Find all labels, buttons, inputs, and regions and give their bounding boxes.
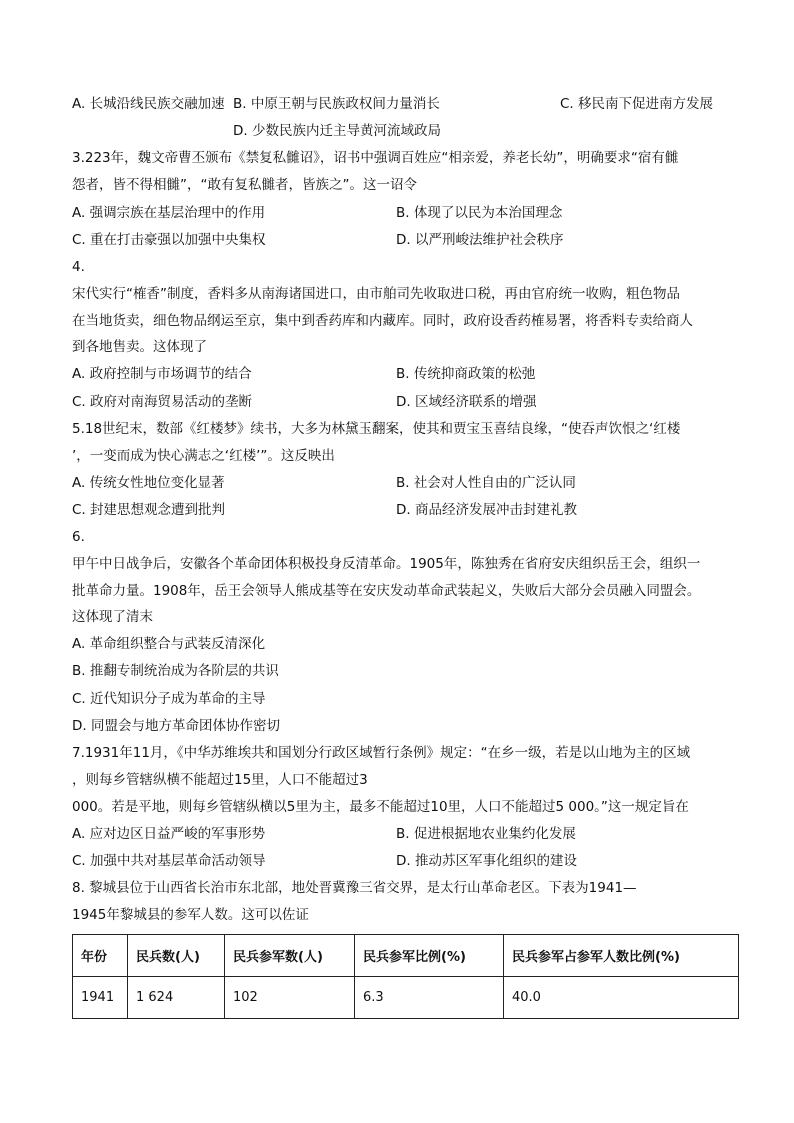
q4-stem-line-3: 到各地售卖。这体现了 <box>72 339 207 355</box>
q6-stem-line-3: 这体现了清末 <box>72 609 153 625</box>
table-header-year: 年份 <box>73 935 128 977</box>
q3-stem-line-2: 怨者，皆不得相雠”，“敢有复私雠者，皆族之”。这一诏令 <box>72 177 417 193</box>
q6-number: 6. <box>72 529 85 545</box>
q5-stem-line-1: 5.18世纪末，数部《红楼梦》续书，大多为林黛玉翻案，使其和贾宝玉喜结良缘，“使吞声饮恨之‘红楼 <box>72 421 681 437</box>
q5-option-b: B. 社会对人性自由的广泛认同 <box>396 475 576 491</box>
table-header-militia-enlisted: 民兵参军数(人) <box>225 935 355 977</box>
q2-option-d: D. 少数民族内迁主导黄河流域政局 <box>233 123 441 139</box>
table-header-militia-share: 民兵参军占参军人数比例(%) <box>504 935 739 977</box>
q8-stem-line-2: 1945年黎城县的参军人数。这可以佐证 <box>72 907 309 923</box>
q6-option-b: B. 推翻专制统治成为各阶层的共识 <box>72 663 279 679</box>
q4-number: 4. <box>72 259 85 275</box>
q5-stem-line-2: ’，一变而成为快心满志之‘红楼’”。这反映出 <box>72 448 335 464</box>
q3-option-b: B. 体现了以民为本治国理念 <box>396 205 563 221</box>
q7-option-a: A. 应对边区日益严峻的军事形势 <box>72 826 266 842</box>
q6-option-a: A. 革命组织整合与武装反清深化 <box>72 636 266 652</box>
q6-stem-line-2: 批革命力量。1908年，岳王会领导人熊成基等在安庆发动革命武装起义，失败后大部分会员融入同盟会。 <box>72 583 701 599</box>
q4-option-b: B. 传统抑商政策的松弛 <box>396 366 536 382</box>
q6-option-c: C. 近代知识分子成为革命的主导 <box>72 691 266 707</box>
table-row <box>73 977 739 1019</box>
q6-option-d: D. 同盟会与地方革命团体协作密切 <box>72 718 280 734</box>
table-cell-year: 1941 <box>73 977 128 1019</box>
table-cell-militia-ratio: 6.3 <box>355 977 504 1019</box>
q4-stem-line-1: 宋代实行“榷香”制度，香料多从南海诸国进口，由市舶司先收取进口税，再由官府统一收购，粗色物品 <box>72 286 680 302</box>
q4-option-c: C. 政府对南海贸易活动的垄断 <box>72 394 253 410</box>
q4-stem-line-2: 在当地货卖，细色物品纲运至京，集中到香药库和内藏库。同时，政府设香药榷易署，将香料专卖给商人 <box>72 313 693 329</box>
q2-option-c: C. 移民南下促进南方发展 <box>560 96 714 112</box>
q5-option-a: A. 传统女性地位变化显著 <box>72 475 225 491</box>
q7-stem-line-2: ，则每乡管辖纵横不能超过15里，人口不能超过3 <box>72 772 368 788</box>
q2-option-b: B. 中原王朝与民族政权间力量消长 <box>233 96 440 112</box>
table-cell-militia-share: 40.0 <box>504 977 739 1019</box>
q5-option-c: C. 封建思想观念遭到批判 <box>72 502 226 518</box>
table-cell-militia-enlisted: 102 <box>225 977 355 1019</box>
table-header-militia-ratio: 民兵参军比例(%) <box>355 935 504 977</box>
table-cell-militia-count: 1 624 <box>128 977 225 1019</box>
q8-data-table <box>72 934 739 1019</box>
q6-stem-line-1: 甲午中日战争后，安徽各个革命团体积极投身反清革命。1905年，陈独秀在省府安庆组织岳王会，组织一 <box>72 556 701 572</box>
q3-option-c: C. 重在打击豪强以加强中央集权 <box>72 232 266 248</box>
q7-stem-line-3: 000。若是平地，则每乡管辖纵横以5里为主，最多不能超过10里，人口不能超过5 000。”这一规定旨在 <box>72 799 689 815</box>
q3-option-a: A. 强调宗族在基层治理中的作用 <box>72 205 266 221</box>
q4-option-d: D. 区域经济联系的增强 <box>396 394 537 410</box>
q7-stem-line-1: 7.1931年11月，《中华苏维埃共和国划分行政区域暂行条例》规定：“在乡一级，若是以山地为主的区域 <box>72 745 691 761</box>
q2-option-a: A. 长城沿线民族交融加速 <box>72 96 225 112</box>
q8-stem-line-1: 8. 黎城县位于山西省长治市东北部，地处晋冀豫三省交界，是太行山革命老区。下表为1941— <box>72 880 637 896</box>
q4-option-a: A. 政府控制与市场调节的结合 <box>72 366 252 382</box>
q7-option-b: B. 促进根据地农业集约化发展 <box>396 826 576 842</box>
table-header-militia-count: 民兵数(人) <box>128 935 225 977</box>
table-header-row <box>73 935 739 977</box>
q3-stem-line-1: 3.223年，魏文帝曹丕颁布《禁复私雠诏》，诏书中强调百姓应“相亲爱，养老长幼”，明确要求“宿有雠 <box>72 150 679 166</box>
q7-option-c: C. 加强中共对基层革命活动领导 <box>72 853 266 869</box>
q3-option-d: D. 以严刑峻法维护社会秩序 <box>396 232 564 248</box>
q7-option-d: D. 推动苏区军事化组织的建设 <box>396 853 577 869</box>
q5-option-d: D. 商品经济发展冲击封建礼教 <box>396 502 577 518</box>
